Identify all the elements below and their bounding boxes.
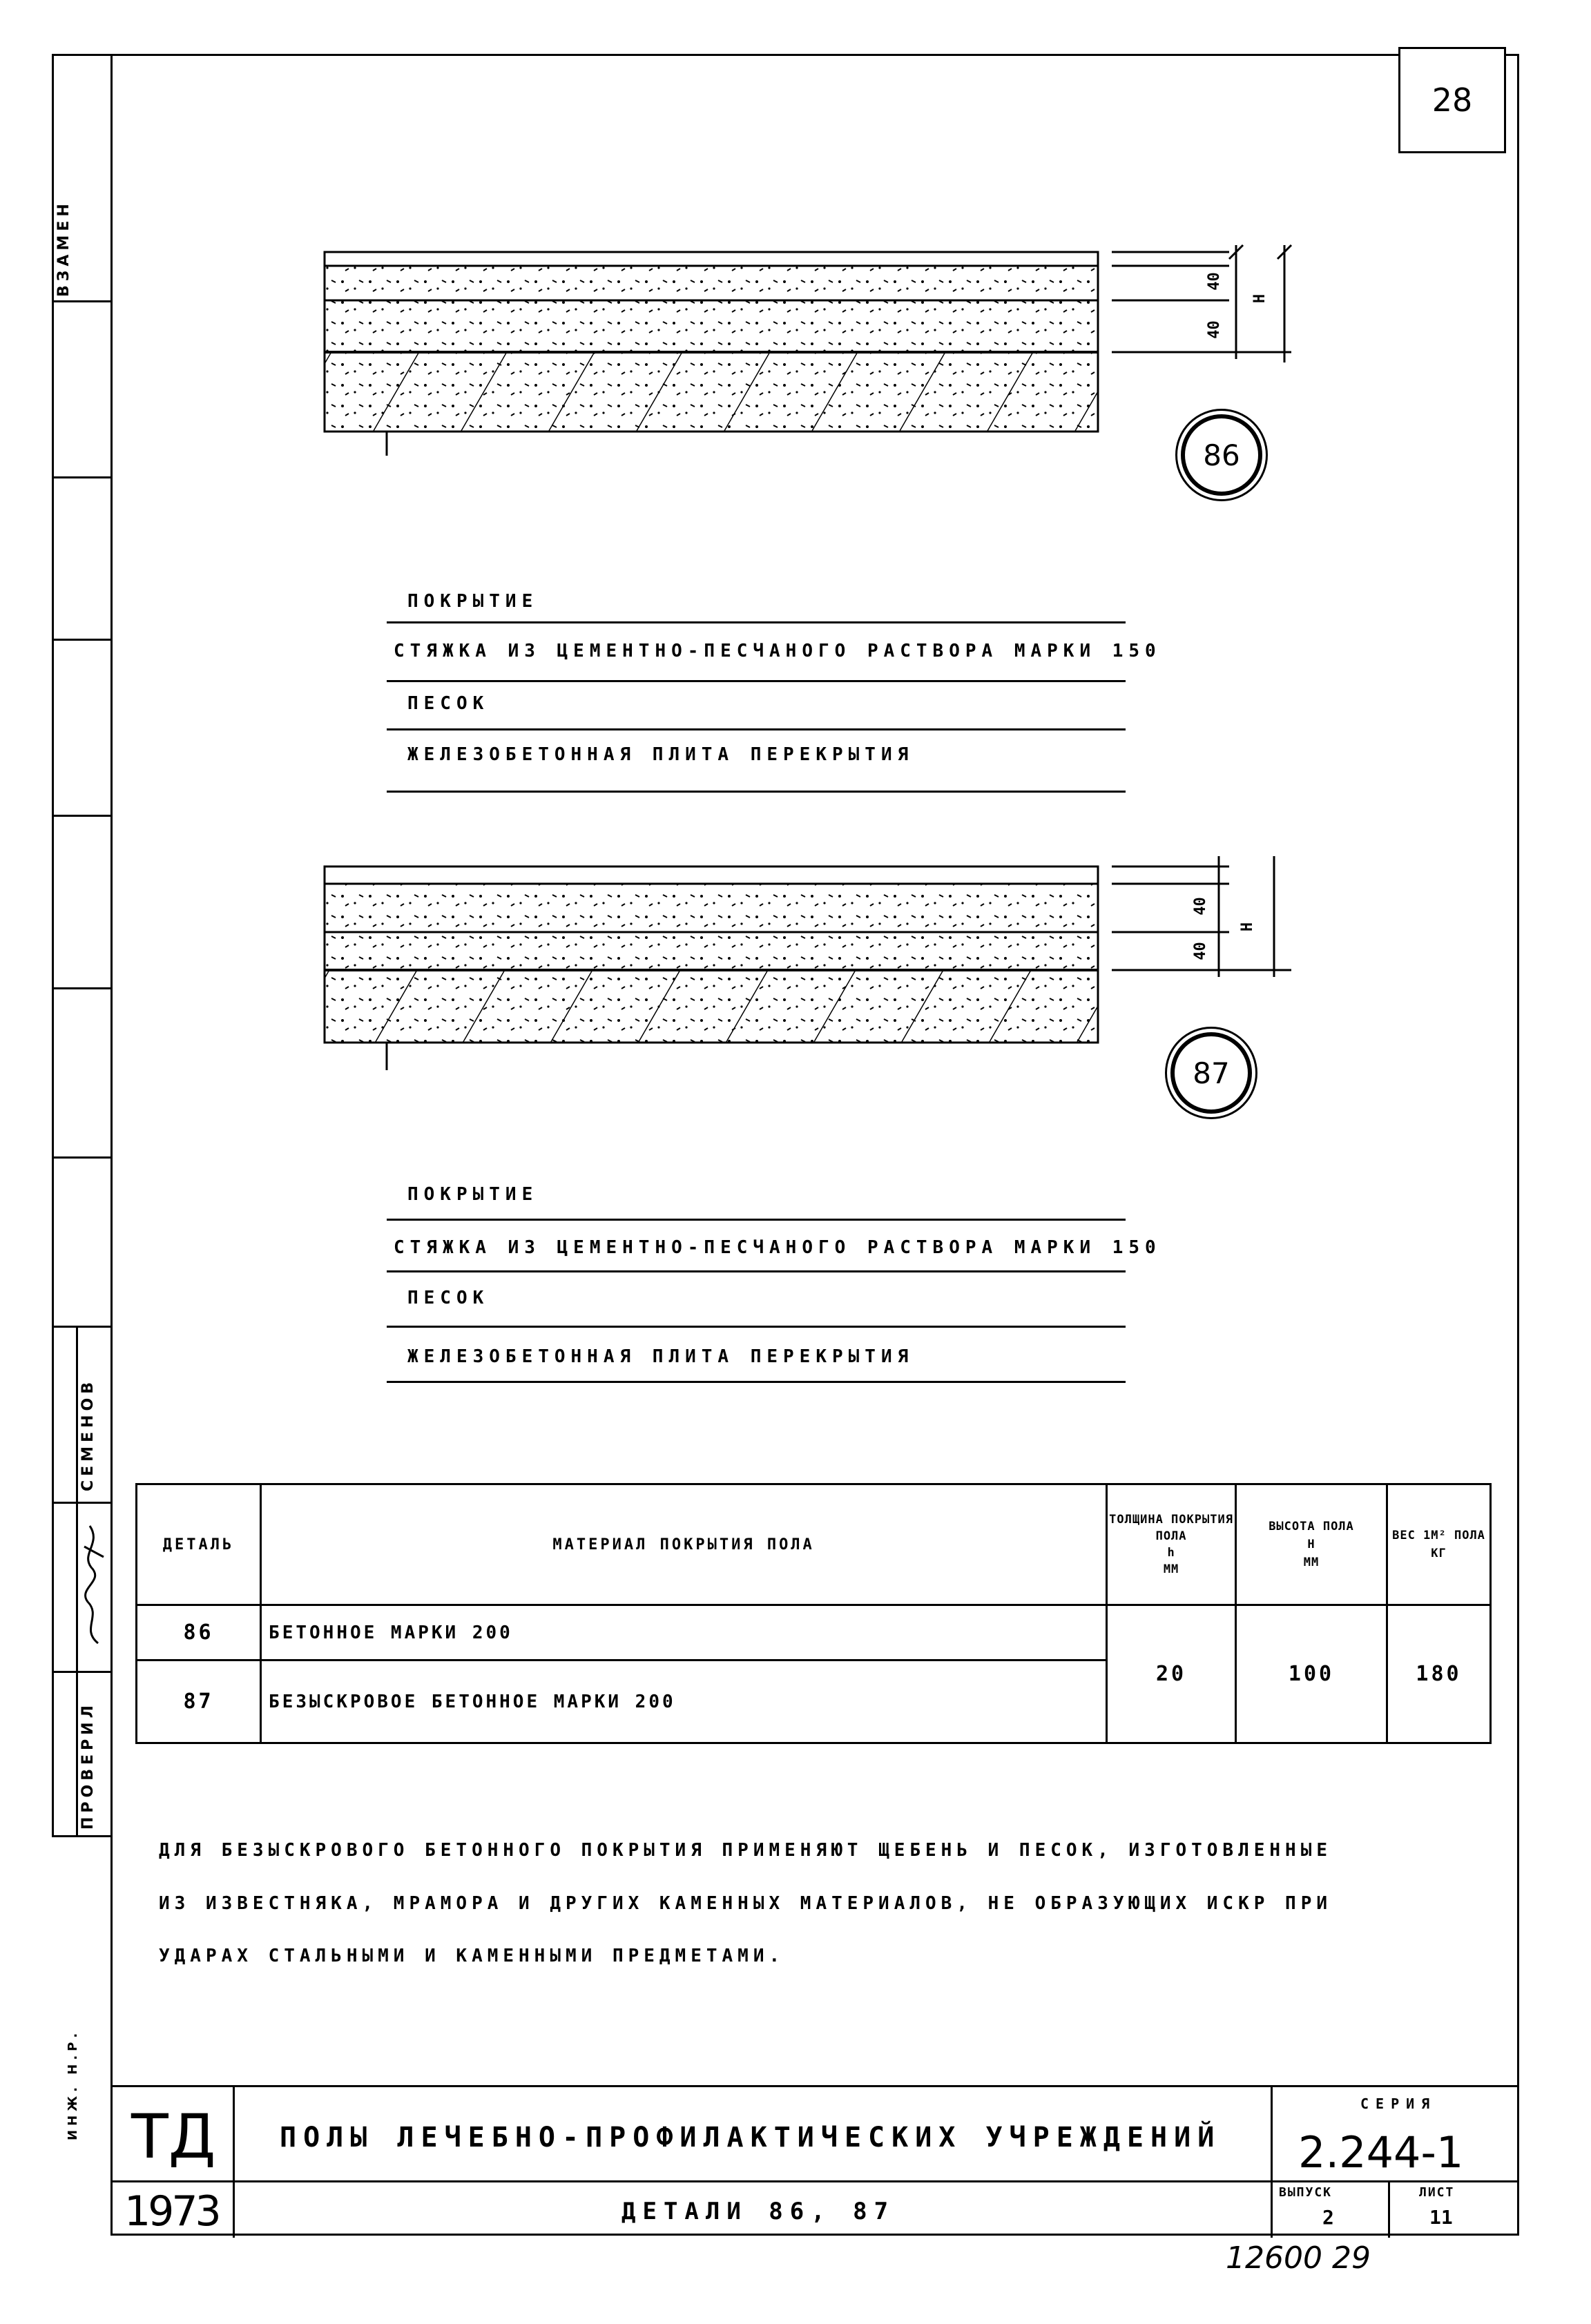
side-tick <box>52 639 110 641</box>
row-height: 100 <box>1235 1605 1387 1743</box>
detail-86-marker: 86 <box>1181 414 1262 496</box>
stamp-year: 1973 <box>124 2187 219 2236</box>
side-label-semenov: СЕМЕНОВ <box>79 1378 97 1491</box>
stamp-divider <box>110 2180 1519 2182</box>
legend-86-line <box>387 728 1126 730</box>
stamp-sheet-label: ЛИСТ <box>1419 2185 1455 2200</box>
note-line-1: ДЛЯ БЕЗЫСКРОВОГО БЕТОННОГО ПОКРЫТИЯ ПРИМЕНЯЮТ ЩЕБЕНЬ И ПЕСОК, ИЗГОТОВЛЕННЫЕ <box>159 1840 1332 1861</box>
dim-86-2: 40 <box>1205 320 1223 339</box>
title-block <box>110 2085 1519 2238</box>
header-height-title: ВЫСОТА ПОЛА <box>1269 1520 1354 1533</box>
dim-87-1: 40 <box>1191 897 1209 916</box>
side-tick <box>52 300 110 302</box>
row-thickness: 20 <box>1107 1605 1236 1743</box>
dim-86-h: H <box>1251 293 1269 304</box>
side-tick <box>52 1156 110 1159</box>
sheet-number: 28 <box>1398 47 1506 153</box>
legend-87-layer-3: ПЕСОК <box>407 1288 490 1308</box>
legend-87-layer-1: ПОКРЫТИЕ <box>407 1184 539 1205</box>
side-tick <box>52 476 110 478</box>
header-thickness-title-2: ПОЛА <box>1155 1529 1187 1543</box>
stamp-series-label: СЕРИЯ <box>1360 2095 1437 2112</box>
header-height-unit: ММ <box>1303 1556 1320 1569</box>
legend-87-layer-4: ЖЕЛЕЗОБЕТОННАЯ ПЛИТА ПЕРЕКРЫТИЯ <box>407 1346 914 1367</box>
dim-86-1: 40 <box>1205 272 1223 291</box>
row-detail: 86 <box>137 1605 261 1660</box>
signature <box>77 1505 108 1650</box>
side-tick <box>52 1671 110 1673</box>
legend-86-line <box>387 621 1126 623</box>
stamp-issue-divider <box>1388 2180 1390 2238</box>
legend-86-layer-1: ПОКРЫТИЕ <box>407 591 539 612</box>
legend-87-layer-2: СТЯЖКА ИЗ ЦЕМЕНТНО-ПЕСЧАНОГО РАСТВОРА МАРКИ 150 <box>394 1237 1161 1258</box>
legend-87-line <box>387 1219 1126 1221</box>
stamp-subtitle: ДЕТАЛИ 86, 87 <box>621 2198 896 2225</box>
legend-87-line <box>387 1270 1126 1272</box>
header-height <box>1235 1484 1387 1605</box>
side-label-proveril: ПРОВЕРИЛ <box>79 1701 97 1830</box>
legend-86-layer-4: ЖЕЛЕЗОБЕТОННАЯ ПЛИТА ПЕРЕКРЫТИЯ <box>407 744 914 765</box>
row-weight: 180 <box>1387 1605 1491 1743</box>
note-line-3: УДАРАХ СТАЛЬНЫМИ И КАМЕННЫМИ ПРЕДМЕТАМИ. <box>159 1946 785 1966</box>
detail-87-marker: 87 <box>1170 1032 1252 1114</box>
header-detail: ДЕТАЛЬ <box>137 1484 261 1605</box>
legend-86-layer-2: СТЯЖКА ИЗ ЦЕМЕНТНО-ПЕСЧАНОГО РАСТВОРА МАРКИ 150 <box>394 641 1161 661</box>
legend-87-line <box>387 1381 1126 1383</box>
row-material: БЕТОННОЕ МАРКИ 200 <box>261 1605 1107 1660</box>
legend-86-line <box>387 680 1126 682</box>
header-weight <box>1387 1484 1491 1605</box>
section-87-drawing <box>311 849 1312 1070</box>
header-weight-unit: КГ <box>1431 1547 1447 1560</box>
legend-86-layer-3: ПЕСОК <box>407 693 490 714</box>
section-86-drawing <box>311 235 1312 456</box>
header-thickness <box>1107 1484 1236 1605</box>
stamp-org: ТД <box>131 2101 216 2172</box>
side-tick <box>52 815 110 817</box>
side-column-border <box>52 54 54 1835</box>
stamp-series: 2.244-1 <box>1298 2127 1464 2178</box>
header-weight-title: ВЕС 1М² ПОЛА <box>1392 1529 1485 1542</box>
side-tick <box>52 1502 110 1504</box>
header-thickness-unit: ММ <box>1163 1562 1179 1576</box>
row-detail: 87 <box>137 1660 261 1743</box>
legend-87-line <box>387 1326 1126 1328</box>
side-label-nach: ИНЖ. Н.Р. <box>66 2028 80 2140</box>
legend-86-line <box>387 791 1126 793</box>
side-tick <box>52 1835 110 1837</box>
spec-table <box>135 1483 1492 1744</box>
footer-code: 12600 29 <box>1226 2240 1371 2276</box>
header-height-symbol: H <box>1307 1538 1315 1551</box>
header-thickness-title: ТОЛЩИНА ПОКРЫТИЯ <box>1109 1513 1233 1527</box>
stamp-sheet: 11 <box>1429 2206 1453 2229</box>
row-material: БЕЗЫСКРОВОЕ БЕТОННОЕ МАРКИ 200 <box>261 1660 1107 1743</box>
side-label-vzamen: ВЗАМЕН <box>55 200 73 297</box>
side-tick <box>52 1326 110 1328</box>
stamp-issue: 2 <box>1322 2206 1334 2229</box>
stamp-title: ПОЛЫ ЛЕЧЕБНО-ПРОФИЛАКТИЧЕСКИХ УЧРЕЖДЕНИЙ <box>280 2122 1222 2153</box>
header-material: МАТЕРИАЛ ПОКРЫТИЯ ПОЛА <box>261 1484 1107 1605</box>
dim-87-h: H <box>1239 922 1257 932</box>
dim-87-2: 40 <box>1191 942 1209 960</box>
table-row <box>137 1605 1491 1660</box>
side-tick <box>52 987 110 989</box>
header-thickness-symbol: h <box>1167 1546 1175 1560</box>
stamp-issue-label: ВЫПУСК <box>1279 2185 1333 2200</box>
note-line-2: ИЗ ИЗВЕСТНЯКА, МРАМОРА И ДРУГИХ КАМЕННЫХ МАТЕРИАЛОВ, НЕ ОБРАЗУЮЩИХ ИСКР ПРИ <box>159 1893 1332 1914</box>
stamp-series-cell <box>1271 2087 1273 2238</box>
